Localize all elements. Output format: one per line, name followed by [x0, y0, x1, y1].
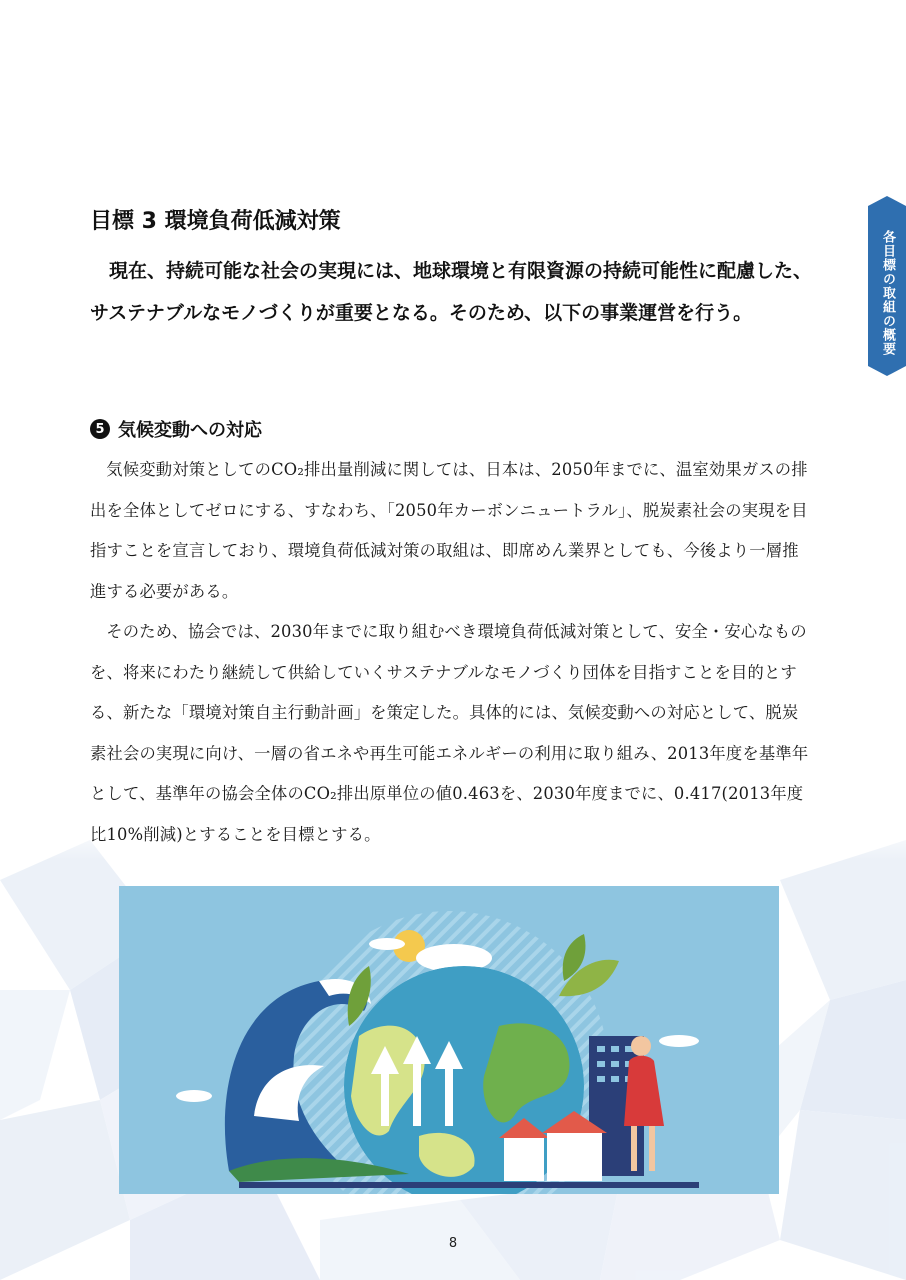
goal-number: 目標 3: [90, 209, 157, 234]
body-paragraph-1: 気候変動対策としてのCO₂排出量削減に関しては、日本は、2050年までに、温室効果ガスの排出を全体としてゼロにする、すなわち、「2050年カーボンニュートラル」、脱炭素社会の実現を目指すことを宣言しており、環境負荷低減対策の取組は、即席めん業界としても、今後より一層推進する必要がある。: [90, 460, 808, 601]
side-section-tab: [868, 196, 906, 376]
section-title: 気候変動への対応: [118, 420, 262, 441]
climate-illustration: [119, 886, 779, 1194]
goal-title: 環境負荷低減対策: [164, 209, 341, 234]
side-tab-label: 各目標の取組の概要: [880, 230, 895, 356]
body-paragraph-2: そのため、協会では、2030年までに取り組むべき環境負荷低減対策として、安全・安心なものを、将来にわたり継続して供給していくサステナブルなモノづくり団体を目指すことを目的とする、新たな「環境対策自主行動計画」を策定した。具体的には、気候変動への対応として、脱炭素社会の実現に向け、一層の省エネや再生可能エネルギーの利用に取り組み、2013年度を基準年として、基準年の協会全体のCO₂排出原単位の値0.463を、2030年度までに、0.417(2013年度比10%削減)とすることを目標とする。: [90, 622, 809, 844]
lead-paragraph: 現在、持続可能な社会の実現には、地球環境と有限資源の持続可能性に配慮した、サステナブルなモノづくりが重要となる。そのため、以下の事業運営を行う。: [90, 260, 813, 324]
page-number: 8: [448, 1236, 458, 1251]
section-heading: [90, 416, 262, 442]
section-number-badge: 5: [90, 419, 110, 439]
goal-heading: [90, 204, 341, 235]
